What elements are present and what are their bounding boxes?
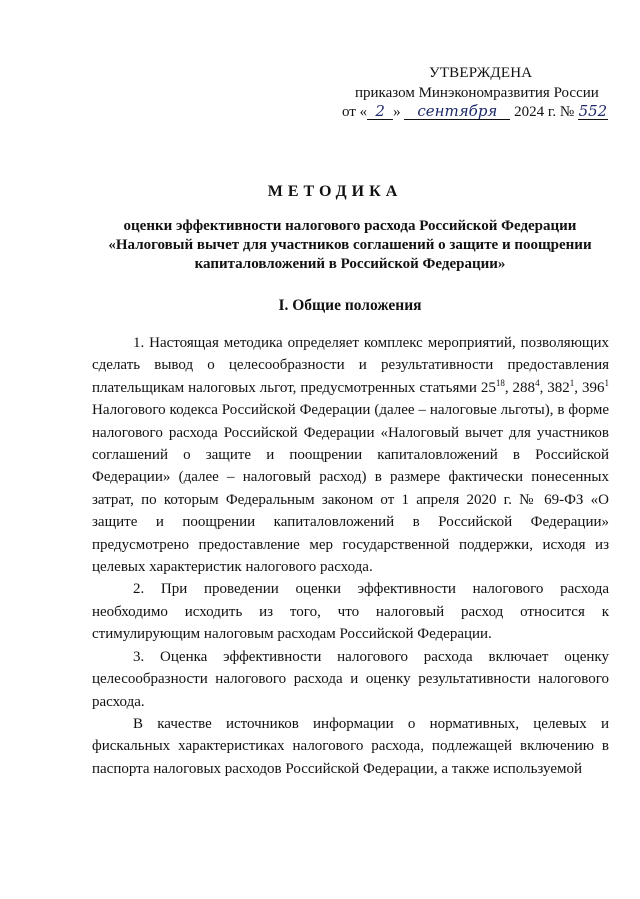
document-subtitle [90, 217, 610, 274]
document-title: МЕТОДИКА [267, 183, 403, 200]
approval-stamp-block [342, 64, 622, 123]
paragraph-3: 3. Оценка эффективности налогового расхода включает оценку целесообразности налогового расхода и оценку результативности налогового расхода. [92, 648, 609, 710]
paragraph-2: 2. При проведении оценки эффективности налогового расхода необходимо исходить из того, что налоговый расход относится к стимулирующим налоговым расходам Российской Федерации. [92, 581, 609, 643]
subtitle-line: капиталовложений в Российской Федерации» [194, 256, 506, 272]
handwritten-order-number: 552 [578, 102, 608, 120]
date-prefix: от « [342, 104, 368, 120]
approval-title: УТВЕРЖДЕНА [429, 65, 533, 81]
approval-order-line: приказом Минэкономразвития России [355, 84, 599, 101]
handwritten-month: сентября [404, 103, 510, 120]
subtitle-line: оценки эффективности налогового расхода Российской Федерации [123, 218, 577, 234]
date-mid: » [393, 104, 401, 120]
date-year-text: 2024 г. № [514, 104, 575, 120]
paragraph-4: В качестве источников информации о нормативных, целевых и фискальных характеристиках налогового расхода, подлежащей включению в паспорта налоговых расходов Российской Федерации, а также используемой [92, 715, 609, 777]
section-heading: I. Общие положения [278, 297, 422, 314]
paragraph-1: 1. Настоящая методика определяет комплекс мероприятий, позволяющих сделать вывод о целесообразности и результативности предоставления плательщикам налоговых льгот, предусмотренных статьями $25^{18}$, $288^4$, $382^1$, $396^1$ Налогового кодекса Российской Федерации (далее – налоговые льготы), в форме налогового расхода Российской Федерации «Налоговый вычет для участников соглашений о защите и поощрении капиталовложений в Российской Федерации» (далее – налоговый расход) в размере фактически понесенных затрат, по которым Федеральным законом от 1 апреля 2020 г. № 69-ФЗ «О защите и поощрении капиталовложений в Российской Федерации» предусмотрено предоставление мер государственной поддержки, исходя из целевых характеристик налогового расхода. [92, 335, 609, 576]
document-body [92, 332, 609, 780]
subtitle-line: «Налоговый вычет для участников соглашений о защите и поощрении [108, 237, 592, 253]
handwritten-day: 2 [367, 103, 393, 120]
approval-date-line [342, 103, 622, 123]
